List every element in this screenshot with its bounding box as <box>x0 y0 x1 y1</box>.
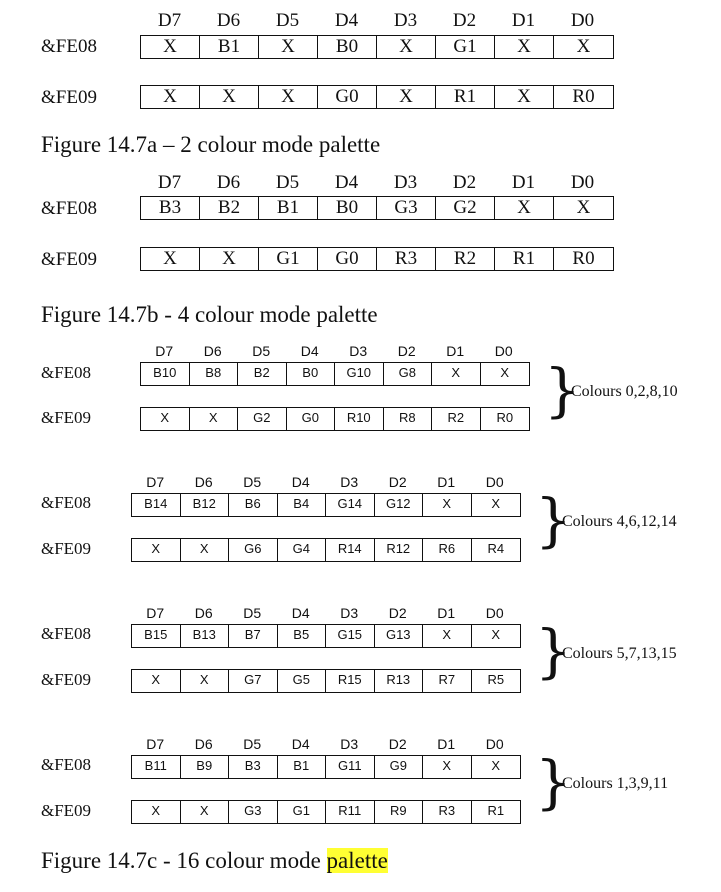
bit-header: D7 <box>157 172 182 193</box>
bit-cell: R1 <box>495 248 554 270</box>
bit-header: D1 <box>446 343 465 359</box>
bit-header: D1 <box>437 736 456 752</box>
bit-cell: R1 <box>487 803 505 818</box>
bit-cell: R12 <box>375 539 424 561</box>
bit-header: D5 <box>252 343 271 359</box>
bit-cell: B1 <box>200 36 259 58</box>
register-label-fe09: &FE09 <box>41 87 97 108</box>
bit-header: D7 <box>155 343 174 359</box>
bit-header: D1 <box>511 172 536 193</box>
right-brace-icon: } <box>535 486 572 554</box>
bit-cell: R7 <box>423 670 472 692</box>
bit-cell: R0 <box>496 410 514 425</box>
register-row-fe08-b <box>140 196 614 220</box>
bit-cell: B6 <box>229 494 278 516</box>
register-row-fe08-c4 <box>131 755 521 779</box>
bit-cell: B5 <box>278 625 327 647</box>
bit-cell: X <box>495 197 554 219</box>
bit-cell: X <box>181 670 230 692</box>
bit-cell: G9 <box>375 756 424 778</box>
bit-cell: X <box>495 86 554 108</box>
bit-cell: R2 <box>436 248 495 270</box>
bit-header-row-b <box>140 172 612 194</box>
bit-cell: X <box>377 86 436 108</box>
register-label-fe08: &FE08 <box>41 493 92 512</box>
bit-cell: B11 <box>132 756 181 778</box>
bit-cell: B1 <box>278 756 327 778</box>
bit-cell: R0 <box>572 86 595 107</box>
bit-cell: R11 <box>326 801 375 823</box>
figure-caption-b: Figure 14.7b - 4 colour mode palette <box>41 302 378 327</box>
bit-cell: X <box>259 86 318 108</box>
register-label-fe09: &FE09 <box>41 670 92 689</box>
bit-cell: G0 <box>318 86 377 108</box>
bit-header: D6 <box>194 605 213 621</box>
bit-cell: X <box>423 625 472 647</box>
bit-header-row-c3 <box>131 605 519 621</box>
bit-cell: X <box>500 365 510 380</box>
bit-header: D5 <box>243 474 262 490</box>
bit-cell: R3 <box>423 801 472 823</box>
bit-cell: B0 <box>318 36 377 58</box>
bit-header: D6 <box>216 172 241 193</box>
bit-cell: R3 <box>377 248 436 270</box>
bit-cell: R14 <box>326 539 375 561</box>
register-row-fe08-a <box>140 35 614 59</box>
bit-header: D6 <box>203 343 222 359</box>
bit-cell: G6 <box>229 539 278 561</box>
bit-header: D6 <box>216 10 241 31</box>
colour-group-label: Colours 0,2,8,10 <box>571 383 678 400</box>
bit-cell: G2 <box>238 408 287 430</box>
register-label-fe09: &FE09 <box>41 408 92 427</box>
bit-cell: B14 <box>132 494 181 516</box>
bit-cell: R10 <box>335 408 384 430</box>
right-brace-icon: } <box>535 617 572 685</box>
figure-caption-a: Figure 14.7a – 2 colour mode palette <box>41 132 381 157</box>
bit-cell: G1 <box>436 36 495 58</box>
bit-header: D0 <box>570 10 595 31</box>
bit-cell: B2 <box>238 363 287 385</box>
bit-cell: G11 <box>326 756 375 778</box>
bit-header: D2 <box>397 343 416 359</box>
bit-header-row-c2 <box>131 474 519 490</box>
bit-cell: B10 <box>141 363 190 385</box>
bit-cell: G12 <box>375 494 424 516</box>
bit-cell: X <box>377 36 436 58</box>
figure-caption-c <box>41 848 388 874</box>
bit-header: D3 <box>349 343 368 359</box>
bit-header: D5 <box>275 10 300 31</box>
bit-cell: G1 <box>278 801 327 823</box>
register-row-fe09-a <box>140 85 614 109</box>
bit-header: D4 <box>334 172 359 193</box>
bit-cell: X <box>200 86 259 108</box>
register-label-fe08: &FE08 <box>41 755 92 774</box>
bit-header: D1 <box>511 10 536 31</box>
register-row-fe09-c4 <box>131 800 521 824</box>
bit-header: D3 <box>393 10 418 31</box>
bit-header: D2 <box>388 474 407 490</box>
bit-header: D0 <box>485 474 504 490</box>
bit-header: D6 <box>194 474 213 490</box>
bit-cell: B1 <box>259 197 318 219</box>
highlighted-word: palette <box>326 848 388 873</box>
bit-cell: B13 <box>181 625 230 647</box>
register-row-fe09-c2 <box>131 538 521 562</box>
bit-header: D2 <box>388 605 407 621</box>
bit-cell: X <box>132 801 181 823</box>
register-row-fe09-c1 <box>140 407 530 431</box>
bit-cell: B0 <box>318 197 377 219</box>
bit-cell: X <box>259 36 318 58</box>
bit-cell: X <box>141 408 190 430</box>
bit-header: D4 <box>300 343 319 359</box>
bit-cell: X <box>495 36 554 58</box>
register-label-fe08: &FE08 <box>41 363 92 382</box>
bit-header: D7 <box>157 10 182 31</box>
bit-cell: X <box>423 494 472 516</box>
bit-cell: X <box>181 539 230 561</box>
register-row-fe09-c3 <box>131 669 521 693</box>
bit-cell: B2 <box>200 197 259 219</box>
bit-header: D2 <box>388 736 407 752</box>
bit-cell: X <box>576 36 591 57</box>
bit-cell: B3 <box>141 197 200 219</box>
bit-cell: B12 <box>181 494 230 516</box>
bit-cell: B9 <box>181 756 230 778</box>
bit-header: D4 <box>334 10 359 31</box>
register-label-fe09: &FE09 <box>41 539 92 558</box>
bit-cell: G2 <box>436 197 495 219</box>
bit-cell: G0 <box>318 248 377 270</box>
bit-cell: G4 <box>278 539 327 561</box>
bit-cell: R0 <box>572 248 595 269</box>
bit-cell: X <box>491 627 501 642</box>
bit-header: D5 <box>243 736 262 752</box>
bit-cell: G15 <box>326 625 375 647</box>
bit-header: D0 <box>485 605 504 621</box>
bit-cell: R1 <box>436 86 495 108</box>
bit-cell: G3 <box>377 197 436 219</box>
bit-header: D1 <box>437 474 456 490</box>
bit-header: D3 <box>340 605 359 621</box>
right-brace-icon: } <box>544 356 581 424</box>
bit-header: D4 <box>291 736 310 752</box>
register-row-fe08-c3 <box>131 624 521 648</box>
bit-cell: R8 <box>384 408 433 430</box>
bit-header: D5 <box>275 172 300 193</box>
bit-cell: X <box>491 758 501 773</box>
bit-cell: X <box>432 363 481 385</box>
bit-cell: G5 <box>278 670 327 692</box>
bit-cell: G7 <box>229 670 278 692</box>
register-label-fe08: &FE08 <box>41 198 97 219</box>
bit-header: D5 <box>243 605 262 621</box>
bit-header: D3 <box>393 172 418 193</box>
bit-header: D0 <box>570 172 595 193</box>
bit-header-row-c4 <box>131 736 519 752</box>
bit-cell: X <box>132 539 181 561</box>
bit-cell: B0 <box>287 363 336 385</box>
bit-header: D0 <box>494 343 513 359</box>
bit-cell: X <box>141 36 200 58</box>
register-row-fe08-c1 <box>140 362 530 386</box>
bit-header: D3 <box>340 474 359 490</box>
bit-cell: B15 <box>132 625 181 647</box>
bit-cell: X <box>132 670 181 692</box>
bit-header: D7 <box>146 474 165 490</box>
bit-header: D2 <box>452 10 477 31</box>
bit-header: D4 <box>291 605 310 621</box>
bit-header: D4 <box>291 474 310 490</box>
bit-header: D7 <box>146 605 165 621</box>
bit-cell: R2 <box>432 408 481 430</box>
bit-cell: G0 <box>287 408 336 430</box>
bit-cell: X <box>491 496 501 511</box>
bit-header: D2 <box>452 172 477 193</box>
bit-header: D3 <box>340 736 359 752</box>
bit-cell: G3 <box>229 801 278 823</box>
bit-header: D6 <box>194 736 213 752</box>
bit-cell: B8 <box>190 363 239 385</box>
register-label-fe09: &FE09 <box>41 801 92 820</box>
register-label-fe08: &FE08 <box>41 36 97 57</box>
bit-header-row-a <box>140 10 612 32</box>
bit-cell: X <box>423 756 472 778</box>
register-label-fe09: &FE09 <box>41 249 97 270</box>
colour-group-label: Colours 1,3,9,11 <box>562 775 669 792</box>
figure-caption-c-text: Figure 14.7c - 16 colour mode <box>41 848 327 873</box>
bit-cell: X <box>181 801 230 823</box>
bit-cell: G10 <box>335 363 384 385</box>
bit-cell: R5 <box>487 672 505 687</box>
bit-cell: B7 <box>229 625 278 647</box>
right-brace-icon: } <box>535 748 572 816</box>
bit-cell: R13 <box>375 670 424 692</box>
colour-group-label: Colours 5,7,13,15 <box>562 645 677 662</box>
bit-header: D0 <box>485 736 504 752</box>
bit-cell: B4 <box>278 494 327 516</box>
register-label-fe08: &FE08 <box>41 624 92 643</box>
bit-cell: X <box>576 197 591 218</box>
bit-cell: G8 <box>384 363 433 385</box>
bit-cell: R6 <box>423 539 472 561</box>
bit-header: D1 <box>437 605 456 621</box>
bit-header-row-c1 <box>140 343 528 359</box>
bit-cell: R4 <box>487 541 505 556</box>
bit-cell: X <box>141 248 200 270</box>
bit-cell: X <box>200 248 259 270</box>
bit-cell: G13 <box>375 625 424 647</box>
bit-cell: R9 <box>375 801 424 823</box>
colour-group-label: Colours 4,6,12,14 <box>562 513 677 530</box>
bit-cell: X <box>141 86 200 108</box>
bit-cell: G14 <box>326 494 375 516</box>
bit-header: D7 <box>146 736 165 752</box>
register-row-fe08-c2 <box>131 493 521 517</box>
bit-cell: G1 <box>259 248 318 270</box>
bit-cell: R15 <box>326 670 375 692</box>
bit-cell: X <box>190 408 239 430</box>
bit-cell: B3 <box>229 756 278 778</box>
register-row-fe09-b <box>140 247 614 271</box>
